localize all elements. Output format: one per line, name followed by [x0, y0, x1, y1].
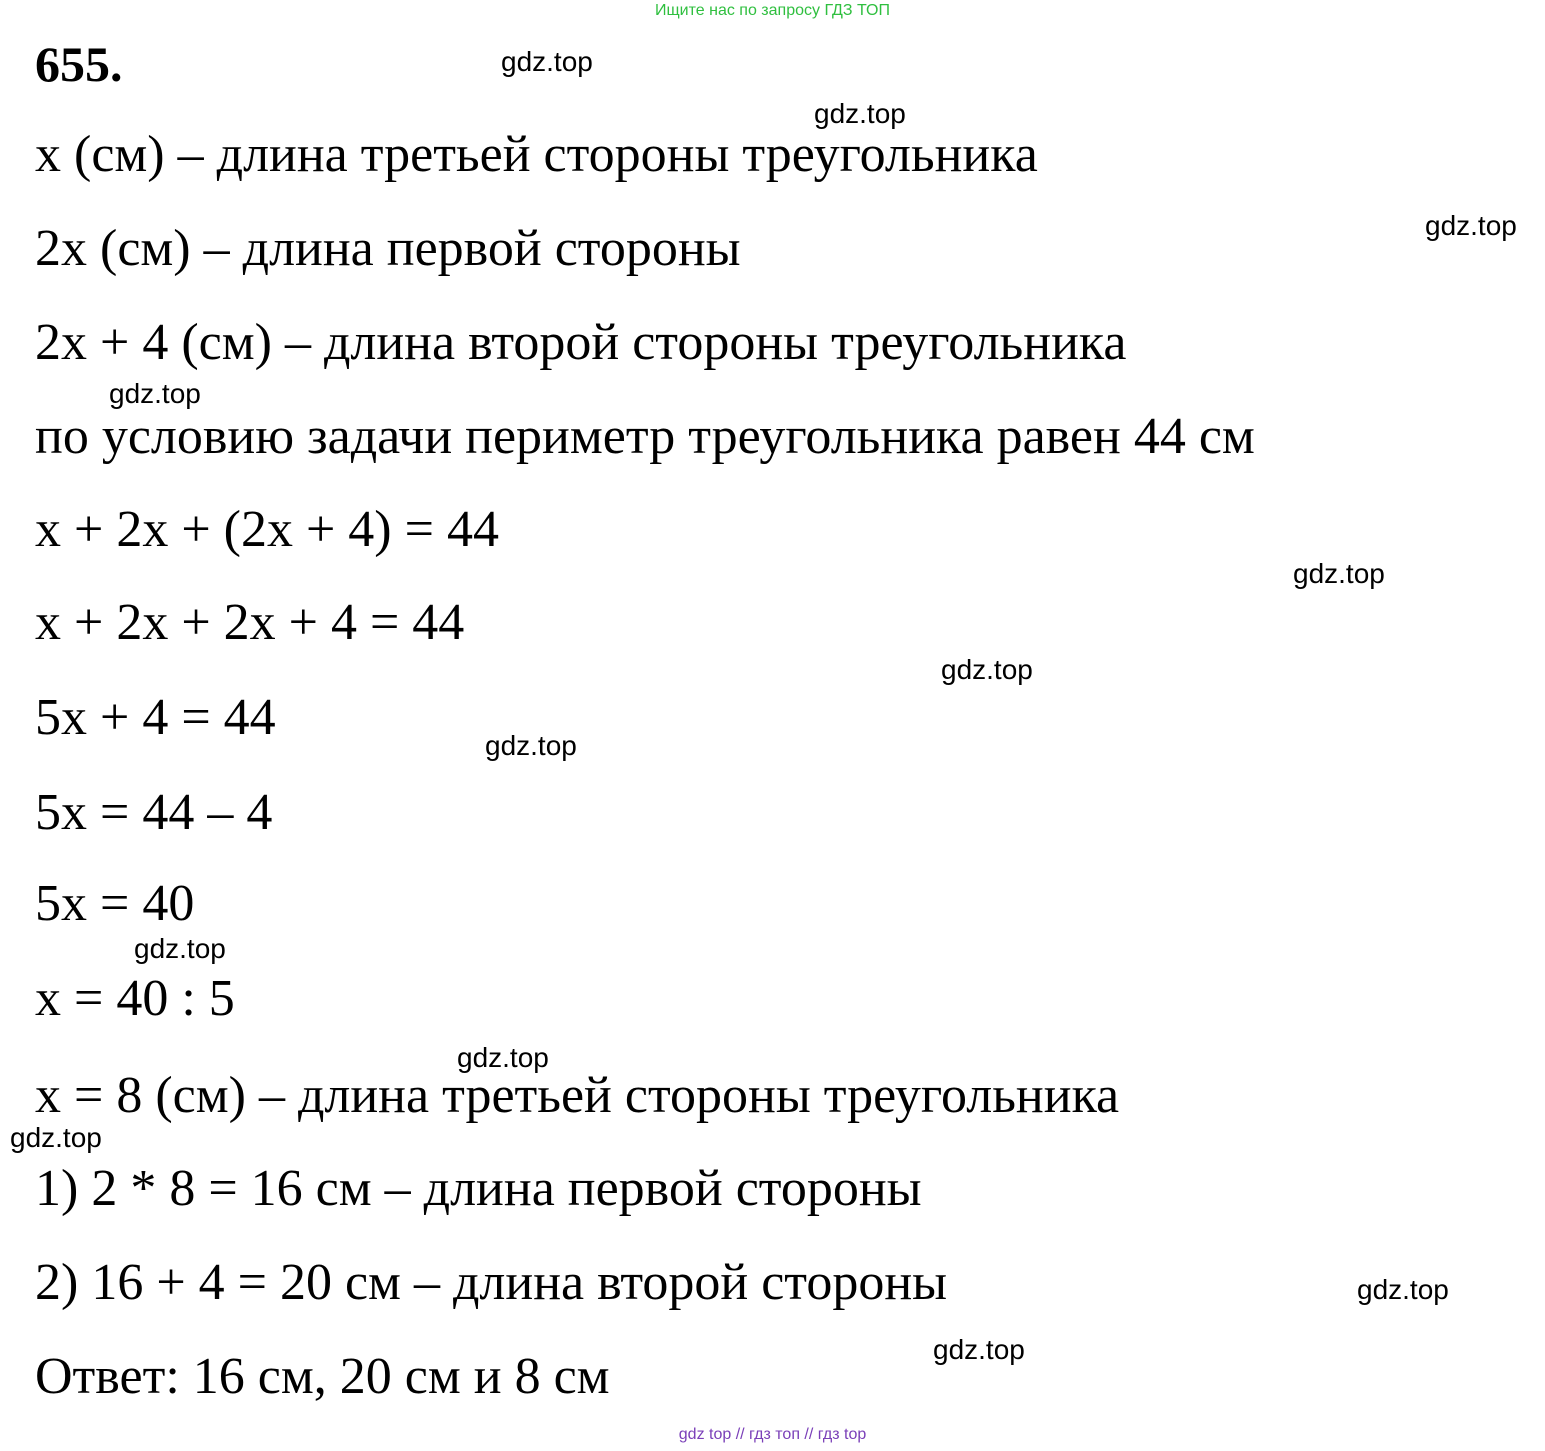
watermark: gdz.top [485, 730, 577, 761]
watermark: gdz.top [501, 46, 593, 77]
problem-number: 655. [35, 36, 123, 92]
solution-line: 2x (см) – длина первой стороны [35, 220, 741, 277]
watermark: gdz.top [134, 933, 226, 964]
watermark: gdz.top [457, 1042, 549, 1073]
solution-line: 5x + 4 = 44 [35, 689, 276, 746]
watermark: gdz.top [10, 1122, 102, 1153]
solution-line: 2x + 4 (см) – длина второй стороны треугольника [35, 314, 1127, 371]
solution-line: 5x = 40 [35, 875, 195, 932]
watermark: gdz.top [933, 1334, 1025, 1365]
watermark: gdz.top [1293, 558, 1385, 589]
solution-line: x (см) – длина третьей стороны треугольника [35, 126, 1038, 183]
watermark: gdz.top [1357, 1274, 1449, 1305]
solution-line: x + 2x + 2x + 4 = 44 [35, 594, 465, 651]
top-banner: Ищите нас по запросу ГДЗ ТОП [655, 2, 890, 19]
watermark: gdz.top [941, 654, 1033, 685]
solution-line: 1) 2 * 8 = 16 см – длина первой стороны [35, 1160, 922, 1217]
solution-line: по условию задачи периметр треугольника равен 44 см [35, 408, 1255, 465]
solution-line: x + 2x + (2x + 4) = 44 [35, 501, 499, 558]
solution-line: 2) 16 + 4 = 20 см – длина второй стороны [35, 1254, 948, 1311]
watermark: gdz.top [814, 98, 906, 129]
watermark: gdz.top [109, 378, 201, 409]
solution-line: 5x = 44 – 4 [35, 784, 273, 841]
footer: gdz top // гдз топ // гдз top [678, 1426, 867, 1443]
answer-line: Ответ: 16 см, 20 см и 8 см [35, 1348, 610, 1405]
solution-line: x = 8 (см) – длина третьей стороны треугольника [35, 1067, 1120, 1124]
solution-line: x = 40 : 5 [35, 970, 235, 1027]
watermark: gdz.top [1425, 210, 1517, 241]
